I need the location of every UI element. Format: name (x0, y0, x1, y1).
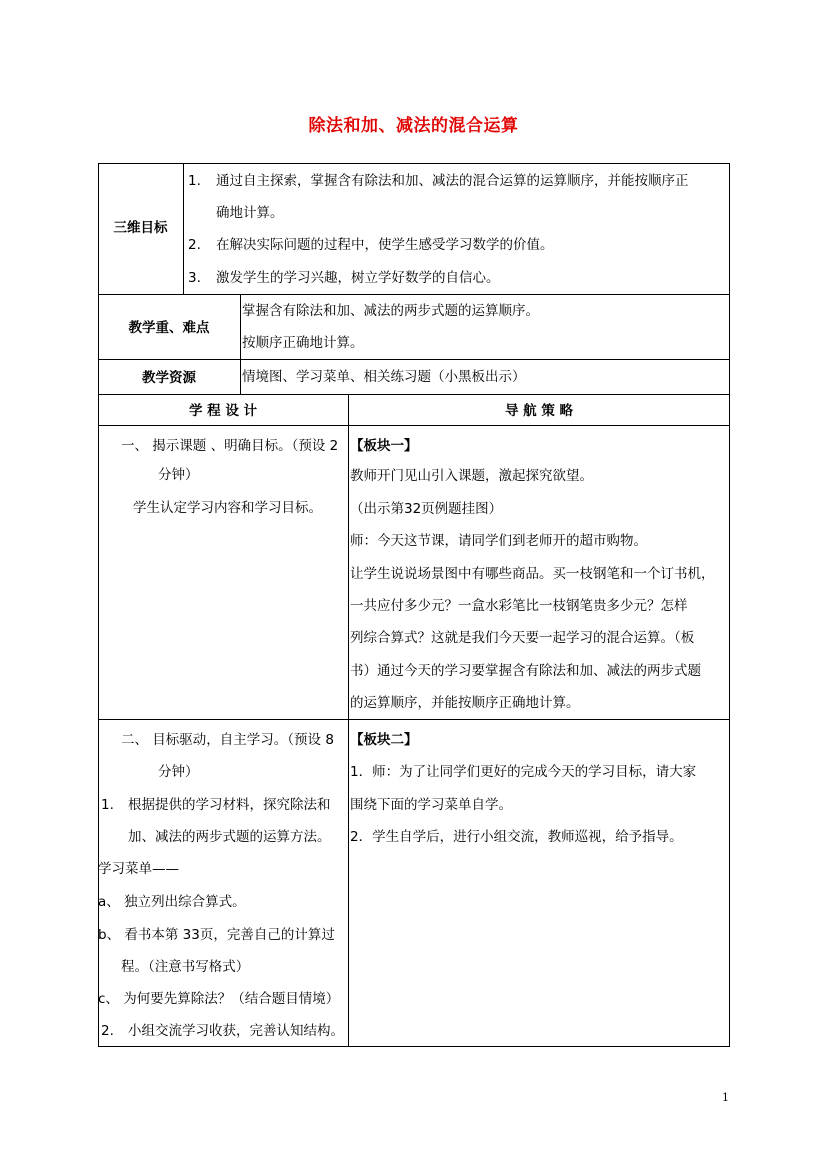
section2-left-line: 1. (101, 797, 114, 813)
section1-right-line: 的运算顺序，并能按顺序正确地计算。 (350, 695, 580, 711)
section2-right-line: 围绕下面的学习菜单自学。 (350, 797, 512, 813)
page-number: 1 (722, 1091, 729, 1104)
objective-text: 激发学生的学习兴趣，树立学好数学的自信心。 (216, 270, 500, 286)
section1-right-line: 让学生说说场景图中有哪些商品。买一枝钢笔和一个订书机， (350, 566, 715, 582)
page-title: 除法和加、减法的混合运算 (308, 116, 519, 136)
objective-number: 3. (188, 270, 201, 286)
section1-right-line: （出示第32页例题挂图） (350, 501, 503, 517)
objective-text: 在解决实际问题的过程中，使学生感受学习数学的价值。 (216, 237, 554, 253)
section2-left-line: b、 看书本第 33页，完善自己的计算过 (98, 927, 335, 943)
section2-left-line: a、 独立列出综合算式。 (98, 894, 246, 910)
header-left: 学 程 设 计 (188, 403, 258, 419)
section1-right-line: 列综合算式？这就是我们今天要一起学习的混合运算。（板 (350, 630, 695, 646)
section2-left-line: 学习菜单—— (98, 861, 179, 877)
section1-left-line: 分钟） (158, 467, 199, 483)
section2-right-line: 1．师：为了让同学们更好的完成今天的学习目标，请大家 (350, 764, 697, 780)
section2-left-line: 根据提供的学习材料，探究除法和 (128, 797, 331, 813)
section2-left-line: 二、 目标驱动，自主学习。（预设 8 (121, 732, 334, 748)
section1-right-line: 书）通过今天的学习要掌握含有除法和加、减法的两步式题 (350, 663, 701, 679)
objective-text: 确地计算。 (216, 205, 284, 221)
objective-number: 1. (188, 173, 201, 189)
keypoint-text: 按顺序正确地计算。 (242, 335, 364, 351)
keypoint-text: 掌握含有除法和加、减法的两步式题的运算顺序。 (242, 303, 539, 319)
section1-left-line: 学生认定学习内容和学习目标。 (133, 500, 322, 516)
resources-label: 教学资源 (142, 370, 196, 386)
resources-text: 情境图、学习菜单、相关练习题（小黑板出示） (242, 369, 526, 385)
section2-right-line: 【板块二】 (350, 732, 418, 748)
section2-left-line: 2. (101, 1023, 114, 1039)
section2-right-line: 2．学生自学后，进行小组交流，教师巡视，给予指导。 (350, 829, 683, 845)
section1-right-line: 教师开门见山引入课题，激起探究欲望。 (350, 468, 593, 484)
section1-right-line: 【板块一】 (350, 438, 418, 454)
section2-left-line: c、 为何要先算除法？（结合题目情境） (98, 991, 340, 1007)
section1-left-line: 一、 揭示课题 、明确目标。（预设 2 (121, 438, 339, 454)
objective-number: 2. (188, 237, 201, 253)
section2-left-line: 加、减法的两步式题的运算方法。 (128, 829, 331, 845)
section1-right-line: 一共应付多少元？一盒水彩笔比一枝钢笔贵多少元？怎样 (350, 598, 688, 614)
header-right: 导 航 策 略 (504, 403, 574, 419)
keypoints-label: 教学重、难点 (128, 320, 210, 336)
objectives-label: 三维目标 (113, 220, 168, 236)
objective-text: 通过自主探索，掌握含有除法和加、减法的混合运算的运算顺序，并能按顺序正 (216, 173, 689, 189)
section2-left-line: 分钟） (158, 764, 199, 780)
section2-left-line: 程。（注意书写格式） (121, 959, 250, 975)
section1-right-line: 师：今天这节课，请同学们到老师开的超市购物。 (350, 533, 647, 549)
section2-left-line: 小组交流学习收获，完善认知结构。 (128, 1023, 344, 1039)
